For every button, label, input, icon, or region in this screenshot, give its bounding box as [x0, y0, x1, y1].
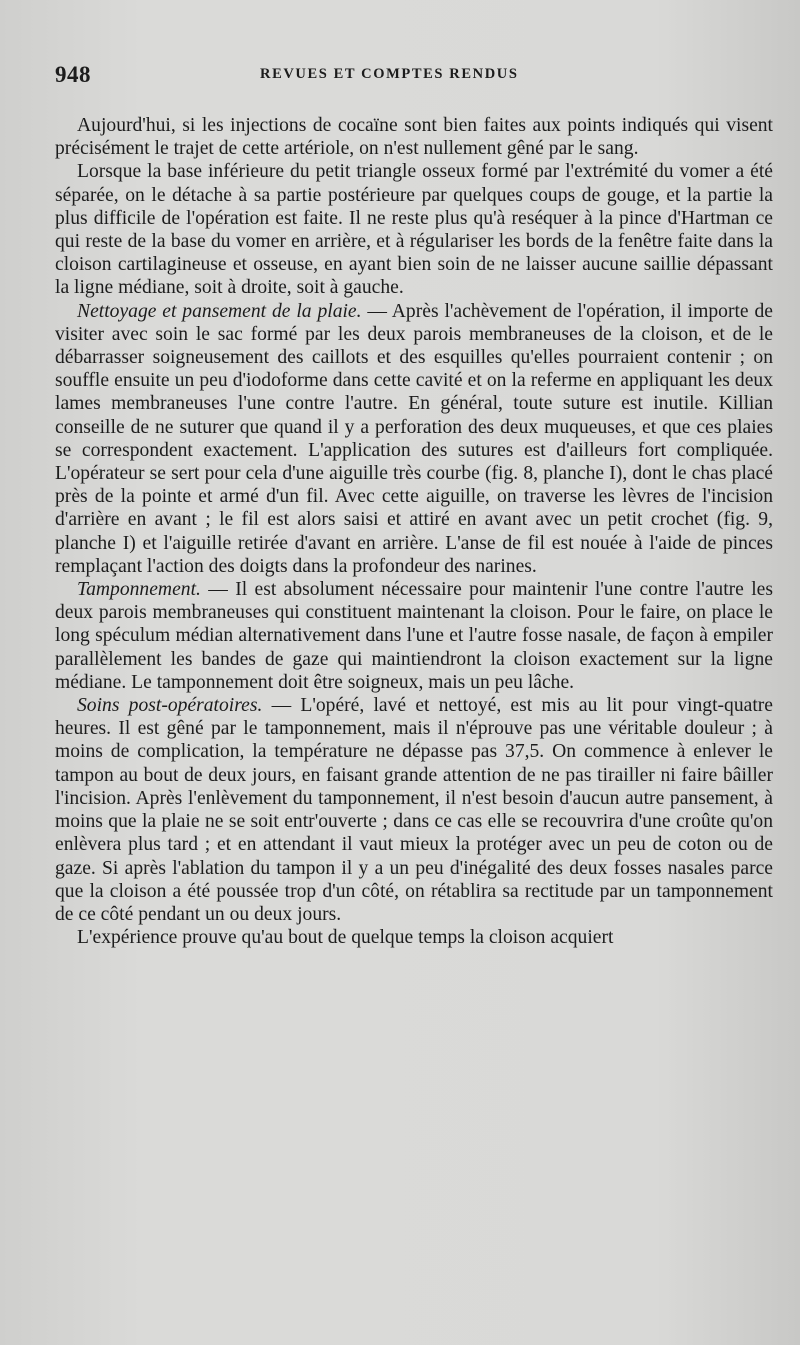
paragraph-text: Aujourd'hui, si les injections de cocaïne sont bien faites aux points indiqués qui visent précisément le trajet de cette artériole, on n'est nullement gêné par le sang. — [55, 115, 773, 160]
section-heading: Soins post-opératoires. — [77, 695, 263, 717]
page-header — [55, 62, 770, 102]
page-number: 948 — [55, 62, 91, 87]
paragraph-nettoyage — [55, 300, 773, 578]
body-text — [55, 114, 773, 949]
paragraph-last — [55, 926, 773, 949]
paragraph-text: — Il est absolument nécessaire pour maintenir l'une contre l'autre les deux parois membraneuses qui constituent maintenant la cloison. Pour le faire, on place le long spéculum médian alternativement dans l'une et l'autre fosse nasale, de façon à empiler parallèlement les bandes de gaze qui maintiendront la cloison exactement sur la ligne médiane. Le tamponnement doit être soigneux, mais un peu lâche. — [55, 579, 773, 693]
paragraph-text: L'expérience prouve qu'au bout de quelque temps la cloison acquiert — [77, 927, 614, 949]
section-heading: Nettoyage et pansement de la plaie. — [77, 300, 362, 322]
paragraph-text: Lorsque la base inférieure du petit triangle osseux formé par l'extrémité du vomer a été séparée, on le détache à sa partie postérieure par quelques coups de gouge, et la partie la plus difficile de l'opération est faite. Il ne reste plus qu'à reséquer à la pince d'Hartman ce qui reste de la base du vomer en arrière, et à régulariser les bords de la fenêtre faite dans la cloison cartilagineuse et osseuse, en ayant bien soin de ne laisser aucune saillie dépassant la ligne médiane, soit à droite, soit à gauche. — [55, 161, 773, 299]
paragraph-2 — [55, 160, 773, 299]
paragraph-text: — Après l'achèvement de l'opération, il importe de visiter avec soin le sac formé par les deux parois membraneuses de la cloison, et de le débarrasser soigneusement des caillots et des esquilles qu'elles pourraient contenir ; on souffle ensuite un peu d'iodoforme dans cette cavité et on la referme en appliquant les deux lames membraneuses l'une contre l'autre. En général, toute suture est inutile. Killian conseille de ne suturer que quand il y a perforation des deux muqueuses, et que ces plaies se correspondent exactement. L'application des sutures est d'ailleurs fort compliquée. L'opérateur se sert pour cela d'une aiguille très courbe (fig. 8, planche I), dont le chas placé près de la pointe et armé d'un fil. Avec cette aiguille, on traverse les lèvres de l'incision d'arrière en avant ; le fil est alors saisi et attiré en avant avec un petit crochet (fig. 9, planche I) et l'aiguille retirée d'avant en arrière. L'anse de fil est nouée à l'aide de pinces remplaçant l'action des doigts dans la profondeur des narines. — [55, 300, 773, 577]
paragraph-tamponnement — [55, 578, 773, 694]
paragraph-1 — [55, 114, 773, 160]
paragraph-soins — [55, 694, 773, 926]
section-heading: Tamponnement. — [77, 579, 201, 601]
paragraph-text: — L'opéré, lavé et nettoyé, est mis au lit pour vingt-quatre heures. Il est gêné par le tamponnement, mais il n'éprouve pas une véritable douleur ; à moins de complication, la température ne dépasse pas 37,5. On commence à enlever le tampon au bout de deux jours, en faisant grande attention de ne pas tirailler ni faire bâiller l'incision. Après l'enlèvement du tamponnement, il n'est besoin d'aucun autre pansement, à moins que la plaie ne se soit entr'ouverte ; dans ce cas elle se recouvrira d'une croûte qu'on enlèvera plus tard ; et en attendant il vaut mieux la protéger avec un peu de coton ou de gaze. Si après l'ablation du tampon il y a un peu d'inégalité des deux fosses nasales parce que la cloison a été poussée trop d'un côté, on rétablira sa rectitude par un tamponnement de ce côté pendant un ou deux jours. — [55, 695, 774, 925]
running-head: REVUES ET COMPTES RENDUS — [260, 66, 519, 82]
